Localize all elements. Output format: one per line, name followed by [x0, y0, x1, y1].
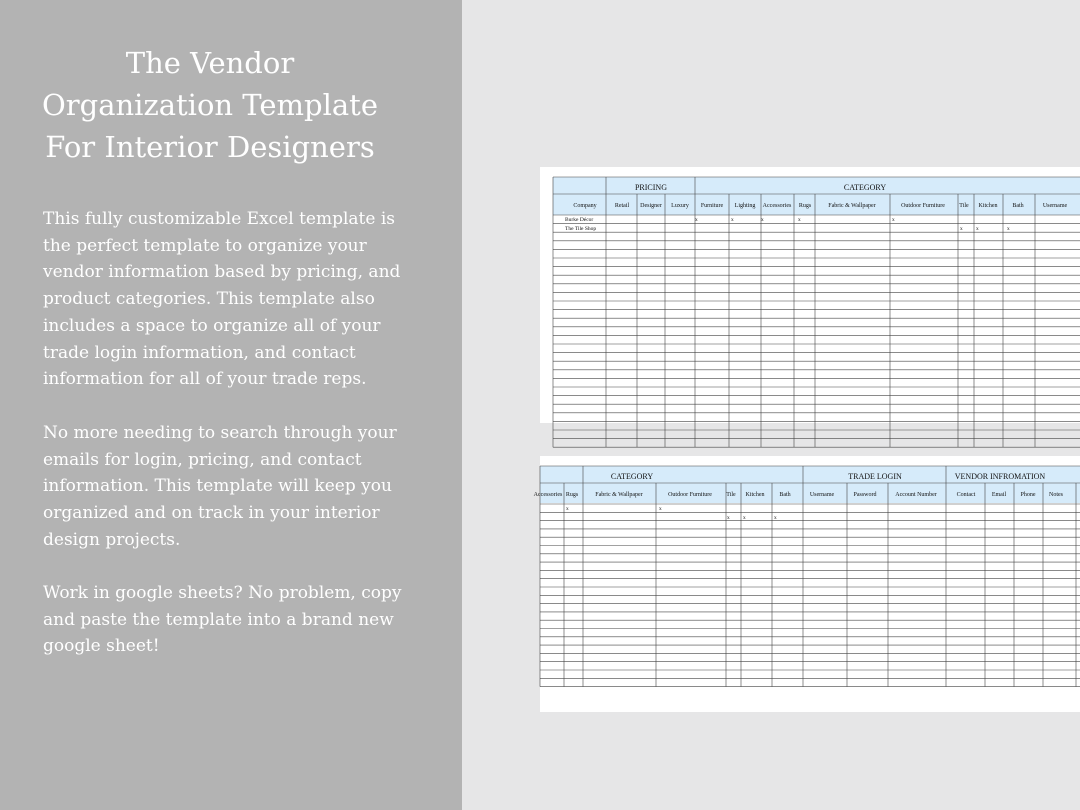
- column-header: Rugs: [565, 492, 579, 498]
- cell-mark: x: [743, 515, 746, 521]
- group-header-category: CATEGORY: [610, 472, 654, 481]
- cell-mark: x: [976, 226, 979, 232]
- cell-mark: x: [659, 506, 662, 512]
- description-paragraph: Work in google sheets? No problem, copy and paste the template into a brand new google sheet!: [43, 583, 402, 657]
- column-header: Accessories: [533, 492, 563, 498]
- column-header: Password: [853, 492, 877, 498]
- row-company-cell: Burke Décor: [565, 217, 594, 223]
- column-header: Furniture: [700, 203, 724, 209]
- column-header: Retail: [614, 203, 630, 209]
- column-header: Lighting: [734, 203, 756, 209]
- title-line: For Interior Designers: [45, 130, 375, 164]
- column-header: Contact: [956, 492, 976, 498]
- column-header: Kitchen: [745, 492, 765, 498]
- spreadsheet-grid: [540, 167, 1080, 423]
- column-header: Email: [991, 492, 1007, 498]
- column-header: Outdoor Furniture: [901, 203, 945, 209]
- description-paragraph: This fully customizable Excel template is the perfect template to organize your vendor information based by pricing, and product categories. This template also includes a space to organize all of your trade login information, and contact information for all of your trade reps.: [43, 209, 401, 390]
- column-header: Username: [809, 492, 835, 498]
- cell-mark: x: [774, 515, 777, 521]
- column-header: Kitchen: [978, 203, 998, 209]
- group-header-pricing: PRICING: [634, 183, 668, 192]
- column-header: Bath: [779, 492, 791, 498]
- group-header-category: CATEGORY: [843, 183, 887, 192]
- cell-mark: x: [761, 217, 764, 223]
- description-paragraph: No more needing to search through your emails for login, pricing, and contact information. This template will keep you organized and on track in your interior design projects.: [43, 423, 397, 550]
- cell-mark: x: [566, 506, 569, 512]
- group-header-bar: [553, 177, 1080, 194]
- column-header: Fabric & Wallpaper: [828, 203, 876, 209]
- column-header-bar: [553, 194, 1080, 215]
- column-header: Bath: [1012, 203, 1024, 209]
- column-header: Notes: [1049, 492, 1063, 498]
- column-header: Tile: [959, 203, 969, 209]
- column-header: Username: [1042, 203, 1068, 209]
- cell-mark: x: [731, 217, 734, 223]
- page-title: [0, 42, 420, 168]
- column-header: Fabric & Wallpaper: [595, 492, 643, 498]
- row-company-cell: The Tile Shop: [565, 226, 597, 232]
- cell-mark: x: [960, 226, 963, 232]
- group-header-vendor-information: VENDOR INFROMATION: [954, 472, 1046, 481]
- column-header: Phone: [1020, 492, 1036, 498]
- spreadsheet-grid: [533, 456, 1080, 712]
- title-line: Organization Template: [42, 88, 378, 122]
- column-header: Designer: [640, 203, 662, 209]
- cell-mark: x: [892, 217, 895, 223]
- left-panel: [0, 0, 462, 810]
- cell-mark: x: [695, 217, 698, 223]
- cell-mark: x: [798, 217, 801, 223]
- cell-mark: x: [727, 515, 730, 521]
- column-header: Accessories: [762, 203, 792, 209]
- column-header: Rugs: [798, 203, 812, 209]
- column-header: Outdoor Furniture: [668, 492, 712, 498]
- column-header: Company: [573, 203, 597, 209]
- spreadsheet-preview-pricing-category: [540, 167, 1080, 423]
- title-line: The Vendor: [125, 46, 295, 80]
- group-header-trade-login: TRADE LOGIN: [848, 472, 902, 481]
- cell-mark: x: [1007, 226, 1010, 232]
- column-header: Tile: [726, 492, 736, 498]
- spreadsheet-preview-login-vendor: [533, 456, 1080, 712]
- column-header: Luxury: [671, 203, 689, 209]
- column-header: Account Number: [895, 492, 937, 498]
